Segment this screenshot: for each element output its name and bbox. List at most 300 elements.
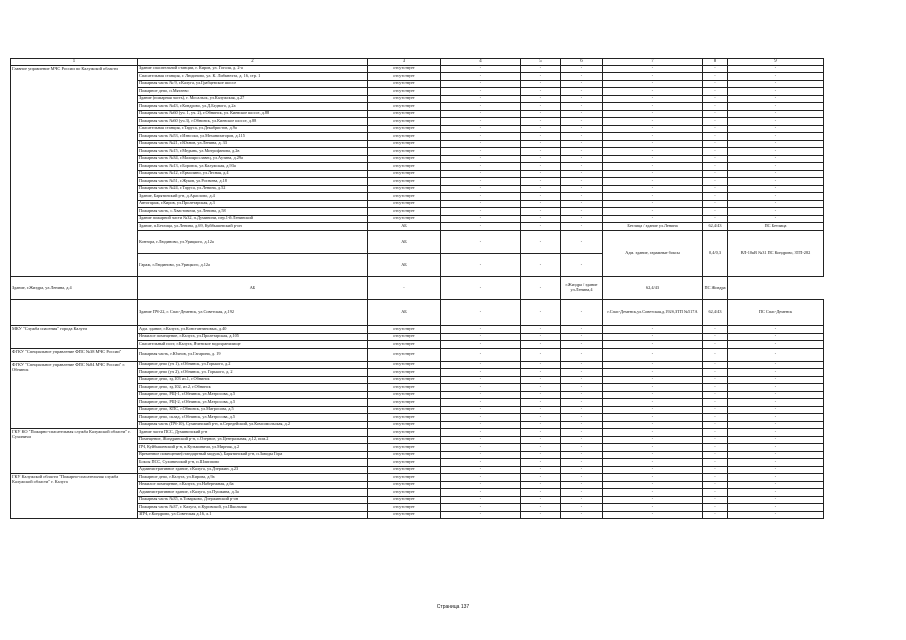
power-source-cell: отсутствует [368, 80, 441, 88]
capacity-cell: - [703, 474, 728, 482]
power-source-cell: отсутствует [368, 474, 441, 482]
value-cell: - [441, 80, 521, 88]
substation-cell: - [728, 466, 824, 474]
capacity-cell: - [703, 436, 728, 444]
value-cell: - [441, 103, 521, 111]
value-cell: - [561, 326, 603, 334]
object-cell: Административное здание, г.Калуга, ул.Пушкина, д.3а [138, 489, 368, 497]
value-cell: - [561, 481, 603, 489]
value-cell: - [441, 481, 521, 489]
capacity-cell: - [703, 103, 728, 111]
substation-cell: - [728, 399, 824, 407]
object-cell: Пожарная часть №21, г.Юхнов, ул.Ленина, д. 33 [138, 140, 368, 148]
capacity-cell: - [703, 361, 728, 369]
substation-cell: - [728, 140, 824, 148]
value-cell: - [561, 231, 603, 254]
supply-point-cell: - [603, 95, 703, 103]
value-cell: - [561, 155, 603, 163]
value-cell: - [441, 496, 521, 504]
power-source-cell: АБ [138, 277, 368, 300]
value-cell: - [441, 384, 521, 392]
value-cell: - [561, 436, 603, 444]
capacity-cell: - [703, 110, 728, 118]
value-cell: - [521, 178, 561, 186]
object-cell: Пожарная часть №35, п.Товарково, Дзержинский р-он [138, 496, 368, 504]
substation-cell: - [728, 511, 824, 519]
object-cell: Здание части ПСС, Думиничский р-н [138, 429, 368, 437]
object-cell: Помещение, Жиздринский р-н, с.Озерное, ул.Центральная, д.12, пом.2 [138, 436, 368, 444]
object-cell: Пожарное депо, склад, г.Обнинск, ул.Матросова, д.5 [138, 414, 368, 422]
capacity-cell: - [703, 208, 728, 216]
value-cell: - [521, 391, 561, 399]
value-cell: - [561, 140, 603, 148]
column-number: 6 [561, 59, 603, 66]
capacity-cell: - [703, 444, 728, 452]
substation-cell: ПС Спас-Деменск [728, 300, 824, 326]
power-source-cell: отсутствует [368, 406, 441, 414]
value-cell: - [441, 326, 521, 334]
column-number: 3 [368, 59, 441, 66]
supply-point-cell: - [603, 170, 703, 178]
power-source-cell: отсутствует [368, 110, 441, 118]
capacity-cell: - [703, 414, 728, 422]
capacity-cell: - [703, 200, 728, 208]
value-cell: - [441, 504, 521, 512]
value-cell: - [521, 414, 561, 422]
substation-cell: - [728, 333, 824, 341]
value-cell: - [521, 444, 561, 452]
object-cell: Адм. здание, г.Калуга, ул.Константиновых, д.40 [138, 326, 368, 334]
object-cell: Нежилое помещение, г.Калуга, ул.Пролетарская, д.105 [138, 333, 368, 341]
value-cell: - [441, 133, 521, 141]
supply-point-cell: - [603, 414, 703, 422]
supply-point-cell: - [603, 125, 703, 133]
value-cell: - [561, 163, 603, 171]
supply-point-cell: - [603, 504, 703, 512]
power-source-cell: отсутствует [368, 208, 441, 216]
value-cell: - [561, 80, 603, 88]
power-source-cell: отсутствует [368, 333, 441, 341]
column-number: 1 [11, 59, 138, 66]
table-row [11, 65, 824, 73]
value-cell: - [561, 333, 603, 341]
capacity-cell: - [703, 459, 728, 467]
value-cell: - [521, 277, 561, 300]
value-cell: - [441, 333, 521, 341]
object-cell: Здание пожарной части №32, п.Думиничи, пер.1-й Ленинский [138, 215, 368, 223]
value-cell: - [561, 125, 603, 133]
supply-point-cell: - [603, 341, 703, 349]
value-cell: - [441, 88, 521, 96]
power-source-cell: отсутствует [368, 65, 441, 73]
value-cell: - [561, 178, 603, 186]
value-cell: - [561, 133, 603, 141]
capacity-cell: - [703, 88, 728, 96]
supply-point-cell: - [603, 399, 703, 407]
substation-cell: - [728, 215, 824, 223]
value-cell: - [521, 95, 561, 103]
substation-cell: ПС Жиздра [703, 277, 728, 300]
power-source-cell: отсутствует [368, 163, 441, 171]
power-source-cell: отсутствует [368, 511, 441, 519]
capacity-cell: - [703, 384, 728, 392]
objects-table [10, 58, 824, 519]
supply-point-cell: - [603, 200, 703, 208]
object-cell: Пожарное депо (уч 1), г.Обнинск, ул.Горького, д.2 [138, 361, 368, 369]
object-cell: Пожарное депо, зд.103 из.1, г.Обнинск [138, 376, 368, 384]
supply-point-cell: - [603, 103, 703, 111]
power-source-cell: отсутствует [368, 118, 441, 126]
value-cell: - [521, 451, 561, 459]
capacity-cell: - [703, 399, 728, 407]
value-cell: - [441, 300, 521, 326]
value-cell: - [561, 466, 603, 474]
power-source-cell: отсутствует [368, 436, 441, 444]
object-cell: Пожарная часть №53, г.Износки, ул.Механизаторов, д.115 [138, 133, 368, 141]
power-source-cell: отсутствует [368, 391, 441, 399]
value-cell: - [441, 254, 521, 277]
value-cell: - [441, 208, 521, 216]
power-source-cell: отсутствует [368, 200, 441, 208]
capacity-cell: - [703, 163, 728, 171]
power-source-cell: отсутствует [368, 504, 441, 512]
table-row [11, 326, 824, 334]
column-number: 9 [728, 59, 824, 66]
substation-cell: - [728, 414, 824, 422]
capacity-cell: - [703, 489, 728, 497]
object-cell: Временное помещение(стандартный модуль), Барятинский р-н, п.Заводы Гора [138, 451, 368, 459]
substation-cell: - [728, 489, 824, 497]
capacity-cell: - [703, 341, 728, 349]
object-cell: Административное здание, г.Калуга, ул.Дзержин. д.23 [138, 466, 368, 474]
power-source-cell: отсутствует [368, 140, 441, 148]
value-cell: - [521, 118, 561, 126]
organization-cell: ФГКУ "Специальное управление ФПС №38 МЧС России" [11, 348, 138, 361]
supply-point-cell: - [603, 348, 703, 361]
value-cell: - [561, 384, 603, 392]
substation-cell: - [728, 421, 824, 429]
power-source-cell: отсутствует [368, 399, 441, 407]
value-cell: - [521, 421, 561, 429]
substation-cell: - [728, 185, 824, 193]
value-cell: - [441, 170, 521, 178]
value-cell: - [561, 421, 603, 429]
object-cell: Пожарное депо, КПС, г.Обнинск, ул.Матросова, д.5 [138, 406, 368, 414]
value-cell: - [561, 391, 603, 399]
value-cell: - [441, 65, 521, 73]
value-cell: - [521, 406, 561, 414]
supply-point-cell: - [603, 185, 703, 193]
supply-point-cell: - [603, 133, 703, 141]
value-cell: - [561, 474, 603, 482]
capacity-cell: 62,4/43 [703, 223, 728, 231]
capacity-cell: - [703, 496, 728, 504]
power-source-cell: отсутствует [368, 125, 441, 133]
value-cell: - [561, 103, 603, 111]
power-source-cell: отсутствует [368, 466, 441, 474]
value-cell: - [441, 125, 521, 133]
capacity-cell: - [703, 95, 728, 103]
capacity-cell: - [703, 80, 728, 88]
supply-point-cell: Адм. здание, гаражные боксы [603, 231, 703, 277]
object-cell: Боксы ПСС, Сухиничский р-н, п.Шлиппово [138, 459, 368, 467]
substation-cell: - [728, 451, 824, 459]
table-row [11, 361, 824, 369]
value-cell: - [441, 451, 521, 459]
substation-cell: - [728, 341, 824, 349]
value-cell: - [441, 215, 521, 223]
value-cell: - [561, 459, 603, 467]
value-cell: - [561, 95, 603, 103]
value-cell: - [561, 399, 603, 407]
value-cell: - [521, 80, 561, 88]
value-cell: - [441, 341, 521, 349]
value-cell: - [561, 504, 603, 512]
object-cell: Пожарная часть №15, г.Медынь, ул.Митрофанова, д.2в [138, 148, 368, 156]
value-cell: - [561, 170, 603, 178]
capacity-cell: - [703, 133, 728, 141]
supply-point-cell: - [603, 436, 703, 444]
object-cell: Здание ПЧ-22, г. Спас-Деменск, ул.Советская, д.192 [138, 300, 368, 326]
value-cell: - [521, 103, 561, 111]
value-cell: - [521, 399, 561, 407]
organization-cell: МКУ "Служба спасения" города Калуги [11, 326, 138, 349]
supply-point-cell: - [603, 406, 703, 414]
value-cell: - [561, 444, 603, 452]
object-cell: Пожарная часть №24, г.Таруса, ул.Ленина, д.52 [138, 185, 368, 193]
object-cell: Пожарное депо, РЩ-1, г.Обнинск, ул.Матросова, д.5 [138, 391, 368, 399]
supply-point-cell: - [603, 511, 703, 519]
value-cell: - [521, 436, 561, 444]
object-cell: Нежилое помещение, г.Калуга, ул.Набережная, д.6а [138, 481, 368, 489]
power-source-cell: отсутствует [368, 376, 441, 384]
value-cell: - [441, 391, 521, 399]
value-cell: - [441, 459, 521, 467]
value-cell: - [521, 208, 561, 216]
value-cell: - [521, 163, 561, 171]
value-cell: - [441, 474, 521, 482]
organization-cell: Главное управление МЧС России по Калужской области [11, 65, 138, 277]
substation-cell: - [728, 496, 824, 504]
substation-cell: - [728, 193, 824, 201]
organization-cell [11, 300, 138, 326]
power-source-cell: отсутствует [368, 481, 441, 489]
object-cell: Пожарная часть (ПЧ-10), Сухиничский р-н, п.Середейский, ул.Комсомольская, д.2 [138, 421, 368, 429]
value-cell: - [561, 73, 603, 81]
value-cell: - [521, 193, 561, 201]
column-number: 8 [703, 59, 728, 66]
value-cell: - [441, 110, 521, 118]
value-cell: - [441, 369, 521, 377]
value-cell: - [521, 254, 561, 277]
value-cell: - [521, 466, 561, 474]
supply-point-cell: - [603, 326, 703, 334]
power-source-cell: АБ [368, 231, 441, 254]
capacity-cell: - [703, 376, 728, 384]
supply-point-cell: - [603, 65, 703, 73]
value-cell: - [521, 341, 561, 349]
power-source-cell: отсутствует [368, 185, 441, 193]
value-cell: - [441, 421, 521, 429]
capacity-cell: 62,4/43 [703, 300, 728, 326]
object-cell: ЗПЧ, г.Кондрово, ул.Советская д.16, л.1 [138, 511, 368, 519]
substation-cell: - [728, 459, 824, 467]
object-cell: Пожарная часть №13, г.Боровск, ул.Калужская, д.93а [138, 163, 368, 171]
substation-cell: - [728, 178, 824, 186]
capacity-cell: - [703, 333, 728, 341]
power-source-cell: отсутствует [368, 155, 441, 163]
table-row [11, 348, 824, 361]
value-cell: - [561, 254, 603, 277]
object-cell: Пожарное депо, г.Калуга, ул.Кирова, д.9а [138, 474, 368, 482]
organization-cell: ФГКУ "Специальное управление ФПС №84 МЧС России" г. Обнинск [11, 361, 138, 429]
power-source-cell: отсутствует [368, 193, 441, 201]
capacity-cell: - [703, 148, 728, 156]
table-row [11, 429, 824, 437]
supply-point-cell: - [603, 178, 703, 186]
value-cell: - [521, 125, 561, 133]
capacity-cell: - [703, 451, 728, 459]
power-source-cell: отсутствует [368, 348, 441, 361]
power-source-cell: отсутствует [368, 170, 441, 178]
substation-cell: - [728, 474, 824, 482]
supply-point-cell: - [603, 489, 703, 497]
power-source-cell: отсутствует [368, 496, 441, 504]
capacity-cell: 62,4/43 [603, 277, 703, 300]
object-cell: Пожарная часть №60 (уч.3), г.Обнинск, ул.Киевское шоссе, д.88 [138, 118, 368, 126]
value-cell: - [441, 118, 521, 126]
page-number: Страница 137 [436, 604, 470, 610]
table-row [11, 277, 824, 300]
capacity-cell: - [703, 215, 728, 223]
object-cell: Здание, г.Жиздра, ул.Ленина, д.4 [11, 277, 138, 300]
column-number: 2 [138, 59, 368, 66]
supply-point-cell: Бетлица / здание ул.Ленина [603, 223, 703, 231]
supply-point-cell: - [603, 361, 703, 369]
supply-point-cell: - [603, 73, 703, 81]
power-source-cell: отсутствует [368, 459, 441, 467]
object-cell: Пожарная часть №34, г.Малоярославец, ул.Аузина, д.29а [138, 155, 368, 163]
value-cell: - [561, 148, 603, 156]
substation-cell: - [728, 118, 824, 126]
value-cell: - [561, 376, 603, 384]
object-cell: Пожарная часть, с.Хвастовичи, ул.Ленина, д.58 [138, 208, 368, 216]
capacity-cell: - [703, 326, 728, 334]
supply-point-cell: г.Жиздра / здание ул.Ленина,4 [561, 277, 603, 300]
power-source-cell: отсутствует [368, 133, 441, 141]
substation-cell: - [728, 148, 824, 156]
supply-point-cell: - [603, 459, 703, 467]
power-source-cell: отсутствует [368, 429, 441, 437]
power-source-cell: АБ [368, 254, 441, 277]
value-cell: - [441, 155, 521, 163]
value-cell: - [521, 376, 561, 384]
substation-cell: - [728, 163, 824, 171]
substation-cell: - [728, 504, 824, 512]
value-cell: - [521, 511, 561, 519]
value-cell: - [561, 208, 603, 216]
substation-cell: - [728, 88, 824, 96]
supply-point-cell: - [603, 421, 703, 429]
supply-point-cell: - [603, 118, 703, 126]
value-cell: - [561, 215, 603, 223]
substation-cell: ПС Бетлица [728, 223, 824, 231]
value-cell: - [521, 148, 561, 156]
capacity-cell: - [703, 466, 728, 474]
supply-point-cell: - [603, 148, 703, 156]
value-cell: - [521, 200, 561, 208]
power-source-cell: отсутствует [368, 178, 441, 186]
object-cell: Пожарное депо (уч 2), г.Обнинск, ул. Горького, д. 2 [138, 369, 368, 377]
value-cell: - [521, 489, 561, 497]
power-source-cell: АБ [368, 223, 441, 231]
supply-point-cell: - [603, 444, 703, 452]
supply-point-cell: - [603, 376, 703, 384]
object-cell: Пожарное депо, РЩ-2, г.Обнинск, ул.Матросова, д.5 [138, 399, 368, 407]
document-sheet [10, 58, 824, 519]
value-cell: - [521, 110, 561, 118]
object-cell: Пожарная часть №43, г.Кондрово, ул.Д.Бедного, д.2а [138, 103, 368, 111]
value-cell: - [441, 148, 521, 156]
object-cell: Здание спасательной станции, г. Киров, ул. Гоголя, д. 2-а [138, 65, 368, 73]
substation-cell: - [728, 348, 824, 361]
value-cell: - [521, 88, 561, 96]
value-cell: - [561, 200, 603, 208]
value-cell: - [441, 185, 521, 193]
substation-cell: - [728, 80, 824, 88]
value-cell: - [561, 65, 603, 73]
value-cell: - [441, 193, 521, 201]
capacity-cell: - [703, 140, 728, 148]
value-cell: - [521, 73, 561, 81]
power-source-cell: отсутствует [368, 444, 441, 452]
power-source-cell: отсутствует [368, 73, 441, 81]
power-source-cell: АБ [368, 300, 441, 326]
capacity-cell: - [703, 65, 728, 73]
capacity-cell: - [703, 429, 728, 437]
value-cell: - [521, 429, 561, 437]
capacity-cell: - [703, 185, 728, 193]
value-cell: - [441, 223, 521, 231]
value-cell: - [561, 511, 603, 519]
object-cell: Спасательная станция, г.Таруса, ул.Декабристов, д.9а [138, 125, 368, 133]
substation-cell: - [728, 73, 824, 81]
table-body [11, 59, 824, 519]
table-row [11, 300, 824, 326]
value-cell: - [441, 406, 521, 414]
value-cell: - [441, 140, 521, 148]
capacity-cell: - [703, 511, 728, 519]
value-cell: - [441, 277, 521, 300]
substation-cell: - [728, 361, 824, 369]
object-cell: Контора, г.Людиново, ул.Урицкого, д.12а [138, 231, 368, 254]
value-cell: - [521, 300, 561, 326]
supply-point-cell: - [603, 384, 703, 392]
value-cell: - [561, 496, 603, 504]
value-cell: - [561, 414, 603, 422]
object-cell: Автогараж, г.Киров, ул.Пролетарская, д.3 [138, 200, 368, 208]
substation-cell: - [728, 65, 824, 73]
substation-cell: - [728, 369, 824, 377]
value-cell: - [441, 200, 521, 208]
value-cell: - [561, 193, 603, 201]
value-cell: - [441, 361, 521, 369]
power-source-cell: отсутствует [368, 361, 441, 369]
substation-cell: - [728, 170, 824, 178]
value-cell: - [561, 185, 603, 193]
supply-point-cell: - [603, 80, 703, 88]
organization-cell: ГКУ КО "Пожарно-спасательная служба Калужской области" г. Сухиничи [11, 429, 138, 474]
